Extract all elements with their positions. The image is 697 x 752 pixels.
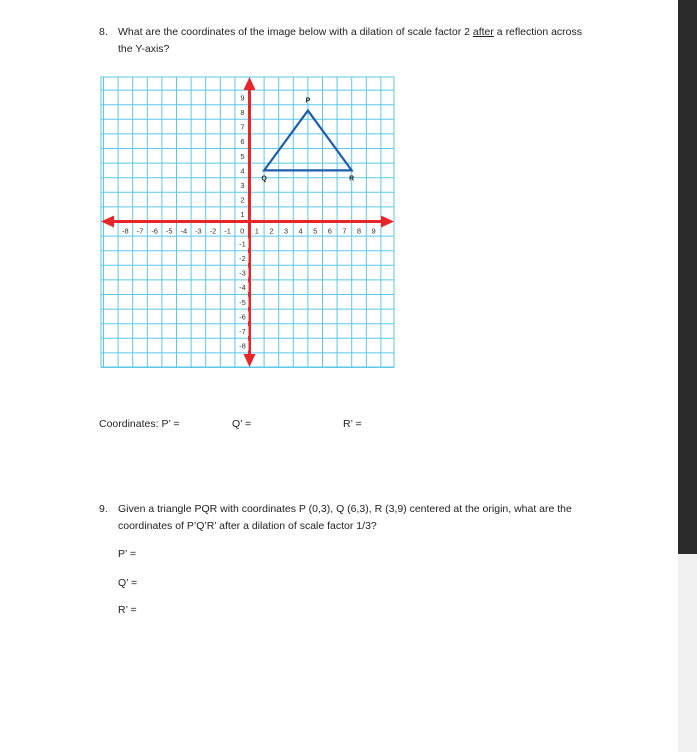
x-tick-label: 6	[327, 226, 332, 236]
x-tick-label: -2	[209, 226, 217, 236]
x-tick-label: 1	[254, 226, 259, 236]
x-tick-label: -4	[180, 226, 188, 236]
x-tick-label: -8	[122, 226, 129, 236]
scrollbar[interactable]	[678, 0, 697, 752]
vertex-label-r: R	[349, 175, 355, 183]
x-axis-arrow-left	[101, 216, 114, 228]
y-tick-label: -5	[239, 297, 246, 307]
question-8-text-pre: What are the coordinates of the image below with a dilation of scale factor 2	[118, 26, 473, 38]
q8-q-prime-label: Q’ =	[232, 418, 252, 430]
y-tick-label: 7	[240, 122, 245, 132]
y-axis-arrow-down	[244, 354, 256, 367]
question-8-text-post: a reflection across	[493, 26, 583, 38]
q9-p-prime-label: P’ =	[118, 548, 136, 560]
question-9-text-line1: Given a triangle PQR with coordinates P (0,3), Q (6,3), R (3,9) centered at the origin, what are the	[118, 503, 572, 515]
y-tick-label: -2	[239, 254, 246, 263]
x-tick-label: 0	[240, 226, 245, 236]
q9-q-prime-label: Q’ =	[118, 577, 138, 589]
x-tick-label: 3	[283, 226, 289, 236]
question-8-text-line2: the Y-axis?	[118, 43, 170, 55]
q9-r-prime-label: R’ =	[118, 604, 137, 616]
x-tick-label: -7	[136, 226, 144, 236]
x-axis-arrow-right	[381, 216, 394, 228]
vertex-label-p: P	[305, 97, 311, 105]
q8-p-prime-label: Coordinates: P’ =	[99, 418, 180, 430]
x-tick-label: 5	[313, 226, 318, 236]
question-9-text-line2: coordinates of P’Q’R’ after a dilation of scale factor 1/3?	[118, 520, 377, 532]
y-tick-label: 3	[240, 181, 245, 190]
x-tick-label: 7	[342, 226, 347, 236]
y-tick-label: 6	[240, 137, 245, 147]
scrollbar-thumb[interactable]	[678, 0, 697, 554]
y-tick-label: -8	[239, 341, 246, 351]
y-tick-label: 2	[240, 195, 245, 205]
q8-r-prime-label: R’ =	[343, 418, 362, 430]
y-axis-arrow-up	[244, 77, 256, 90]
x-tick-label: -6	[151, 226, 158, 236]
x-tick-label: -1	[224, 226, 231, 236]
question-8-number: 8.	[99, 26, 108, 38]
x-tick-label: 2	[269, 226, 274, 236]
y-tick-label: -3	[239, 268, 246, 278]
y-tick-label: -4	[239, 283, 246, 293]
x-tick-label: 8	[356, 226, 362, 236]
question-9-number: 9.	[99, 503, 108, 515]
y-tick-label: 5	[240, 151, 245, 161]
y-tick-label: 4	[240, 166, 245, 176]
question-8-text-underlined: after	[472, 26, 494, 38]
y-tick-label: 9	[240, 93, 245, 103]
y-tick-label: 1	[240, 210, 245, 220]
y-tick-label: -6	[239, 312, 246, 322]
x-tick-label: 4	[298, 226, 303, 236]
vertex-label-q: Q	[261, 175, 267, 183]
y-tick-label: -1	[239, 239, 246, 249]
y-tick-label: -7	[239, 327, 246, 336]
x-tick-label: -3	[195, 226, 202, 236]
x-tick-label: -5	[165, 226, 173, 236]
y-tick-label: 8	[240, 108, 245, 117]
x-tick-label: 9	[371, 226, 376, 236]
